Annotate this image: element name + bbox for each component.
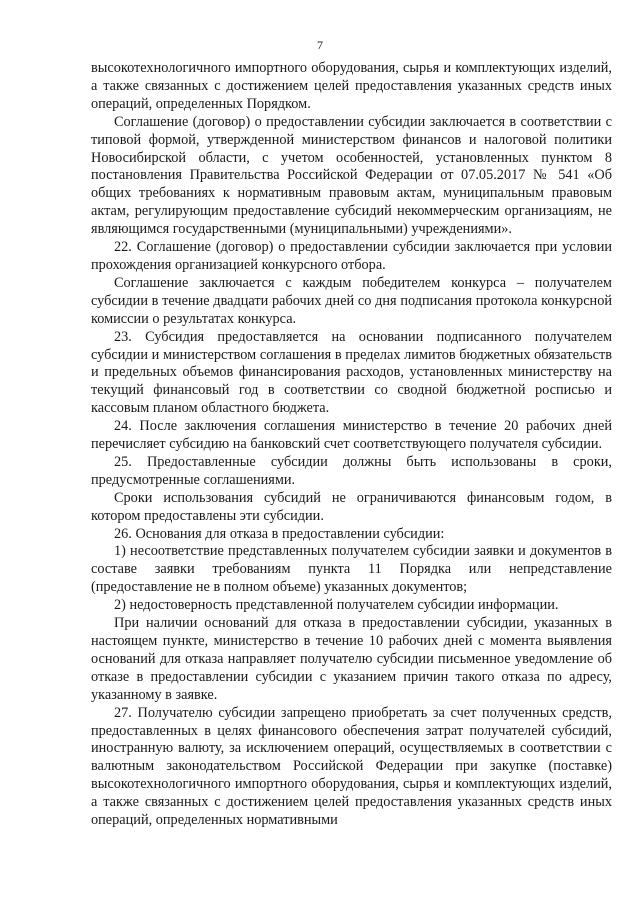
paragraph-continued: высокотехнологичного импортного оборудования, сырья и комплектующих изделий, а также связанных с достижением целей предоставления указанных средств иных операций, определенных Порядком. (91, 60, 612, 112)
paragraph-clause-22: 22. Соглашение (договор) о предоставлении субсидии заключается при условии прохождения организацией конкурсного отбора. (91, 239, 612, 273)
paragraph-clause-27: 27. Получателю субсидии запрещено приобретать за счет полученных средств, предоставленных в целях финансового обеспечения затрат получателей субсидий, иностранную валюту, за исключением операций, осуществляемых в соответствии с валютным законодательством Российской Федерации при закупке (поставке) высокотехнологичного импортного оборудования, сырья и комплектующих изделий, а также связанных с достижением целей предоставления указанных средств иных операций, определенных нормативными (91, 704, 612, 829)
paragraph-clause-24: 24. После заключения соглашения министерство в течение 20 рабочих дней перечисляет субсидию на банковский счет соответствующего получателя субсидии. (91, 418, 612, 453)
paragraph-agreement-winner: Соглашение заключается с каждым победителем конкурса – получателем субсидии в течение двадцати рабочих дней со дня подписания протокола конкурсной комиссии о результатах конкурса. (91, 274, 612, 327)
paragraph-clause-25: 25. Предоставленные субсидии должны быть использованы в сроки, предусмотренные соглашениями. (91, 453, 612, 488)
paragraph-refusal-ground-2: 2) недостоверность представленной получателем субсидии информации. (114, 597, 559, 614)
paragraph-clause-23: 23. Субсидия предоставляется на основании подписанного получателем субсидии и министерством соглашения в пределах лимитов бюджетных обязательств и предельных объемов финансирования расходов, установленных министерству на текущий финансовый год в соответствии со сводной бюджетной росписью и кассовым планом областного бюджета. (91, 328, 612, 417)
document-body (91, 60, 612, 830)
paragraph-refusal-ground-1: 1) несоответствие представленных получателем субсидии заявки и документов в составе заявки требованиям пункта 11 Порядка или непредставление (предоставление не в полном объеме) указанных документов; (91, 543, 612, 596)
paragraph-clause-26: 26. Основания для отказа в предоставлении субсидии: (114, 525, 445, 542)
page-number: 7 (317, 38, 323, 52)
paragraph-refusal-notice: При наличии оснований для отказа в предоставлении субсидии, указанных в настоящем пункте, министерство в течение 10 рабочих дней с момента выявления оснований для отказа направляет получателю субсидии письменное уведомление об отказе в предоставлении субсидии с указанием причин такого отказа по адресу, указанному в заявке. (91, 615, 612, 703)
paragraph-usage-terms: Сроки использования субсидий не ограничиваются финансовым годом, в котором предоставлены эти субсидии. (91, 489, 612, 524)
paragraph-agreement-form: Соглашение (договор) о предоставлении субсидии заключается в соответствии с типовой формой, утвержденной министерством финансов и налоговой политики Новосибирской области, с учетом особенностей, установленных пунктом 8 постановления Правительства Российской Федерации от 07.05.2017 № 541 «Об общих требованиях к нормативным правовым актам, муниципальным правовым актам, регулирующим предоставление субсидий некоммерческим организациям, не являющимся государственными (муниципальными) учреждениями». (91, 113, 612, 238)
